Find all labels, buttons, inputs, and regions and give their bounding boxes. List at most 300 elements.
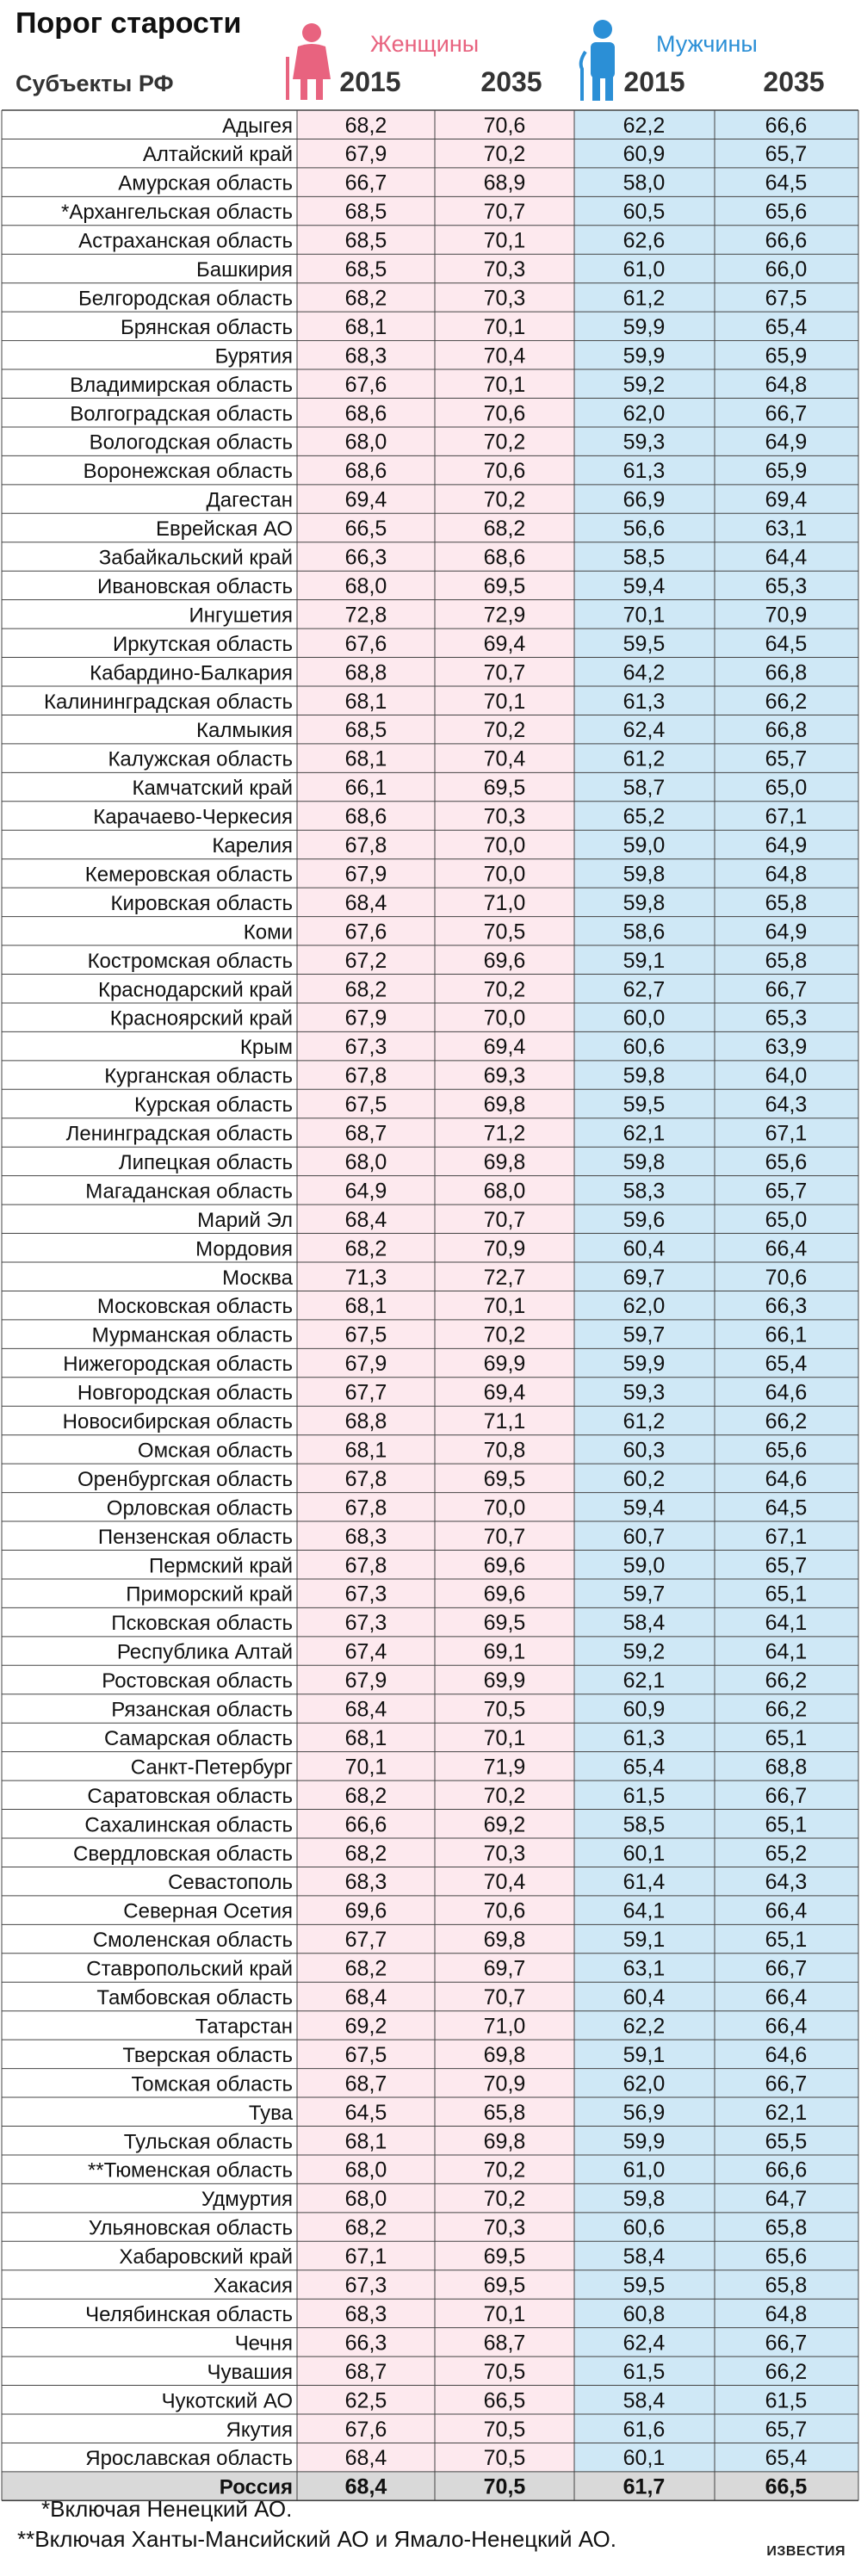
cell-value: 69,8 [483, 1093, 526, 1118]
region-name: Башкирия [195, 258, 293, 282]
page-subtitle: Субъекты РФ [15, 71, 174, 96]
cell-value: 65,5 [765, 2129, 808, 2154]
cell-value: 59,2 [623, 1639, 666, 1664]
cell-value: 68,6 [344, 401, 387, 426]
region-name: Приморский край [126, 1582, 293, 1607]
region-name: Красноярский край [109, 1006, 293, 1031]
cell-value: 70,7 [483, 1524, 526, 1549]
cell-value: 66,5 [344, 517, 387, 542]
cell-value: 70,4 [483, 1870, 526, 1895]
cell-value: 67,9 [344, 1669, 387, 1694]
cell-value: 61,5 [623, 2359, 666, 2384]
cell-value: 68,2 [344, 1236, 387, 1261]
cell-value: 59,1 [623, 948, 666, 973]
cell-value: 65,6 [765, 1149, 808, 1174]
cell-value: 68,5 [344, 228, 387, 253]
cell-value: 59,4 [623, 573, 666, 598]
cell-value: 67,8 [344, 1063, 387, 1088]
cell-value: 69,7 [483, 1956, 526, 1981]
cell-value: 68,1 [344, 1294, 387, 1319]
total-row-value: 61,7 [623, 2474, 666, 2499]
cell-value: 60,7 [623, 1524, 666, 1549]
page-title: Порог старости [15, 7, 242, 40]
cell-value: 69,6 [483, 948, 526, 973]
cell-value: 68,2 [344, 286, 387, 311]
cell-value: 64,6 [765, 1380, 808, 1405]
cell-value: 64,1 [623, 1898, 666, 1923]
region-name: Северная Осетия [123, 1899, 293, 1923]
region-name: Чечня [234, 2331, 293, 2356]
cell-value: 67,3 [344, 1035, 387, 1060]
cell-value: 66,2 [765, 1669, 808, 1694]
cell-value: 70,5 [483, 2359, 526, 2384]
cell-value: 71,0 [483, 890, 526, 915]
cell-value: 67,7 [344, 1380, 387, 1405]
cell-value: 67,6 [344, 920, 387, 944]
cell-value: 67,5 [344, 1093, 387, 1118]
region-name: Тува [248, 2101, 293, 2125]
cell-value: 65,2 [765, 1841, 808, 1866]
cell-value: 67,5 [344, 2042, 387, 2067]
region-name: Якутия [226, 2418, 293, 2442]
footnote-2: **Включая Ханты-Мансийский АО и Ямало-Ненецкий АО. [17, 2526, 616, 2552]
cell-value: 59,3 [623, 430, 666, 455]
cell-value: 70,2 [483, 142, 526, 167]
region-name: Оренбургская область [77, 1467, 293, 1491]
cell-value: 69,4 [483, 631, 526, 656]
cell-value: 68,6 [344, 804, 387, 829]
cell-value: 59,6 [623, 1207, 666, 1232]
cell-value: 70,5 [483, 2417, 526, 2442]
cell-value: 59,9 [623, 314, 666, 339]
cell-value: 59,1 [623, 1928, 666, 1953]
cell-value: 64,9 [765, 833, 808, 858]
cell-value: 66,7 [765, 1956, 808, 1981]
cell-value: 70,0 [483, 862, 526, 887]
cell-value: 72,7 [483, 1265, 526, 1290]
cell-value: 69,5 [483, 2273, 526, 2298]
cell-value: 61,2 [623, 746, 666, 771]
man-icon-leg [605, 77, 613, 101]
cell-value: 63,9 [765, 1035, 808, 1060]
cell-value: 68,3 [344, 344, 387, 368]
cell-value: 68,7 [344, 1121, 387, 1146]
cell-value: 66,6 [344, 1812, 387, 1837]
cell-value: 70,3 [483, 1841, 526, 1866]
cell-value: 69,5 [483, 1466, 526, 1491]
cell-value: 58,0 [623, 170, 666, 195]
year-header-3: 2035 [763, 66, 825, 97]
cell-value: 69,9 [483, 1352, 526, 1377]
cell-value: 64,3 [765, 1870, 808, 1895]
woman-icon-leg [316, 77, 323, 100]
cell-value: 68,3 [344, 1870, 387, 1895]
cell-value: 62,1 [623, 1121, 666, 1146]
cell-value: 56,6 [623, 517, 666, 542]
cell-value: 60,6 [623, 1035, 666, 1060]
cell-value: 70,1 [483, 689, 526, 714]
cell-value: 64,7 [765, 2187, 808, 2212]
cell-value: 69,8 [483, 1928, 526, 1953]
cell-value: 65,4 [765, 314, 808, 339]
cell-value: 65,8 [483, 2100, 526, 2125]
region-name: Ивановская область [96, 574, 293, 598]
year-header-2: 2015 [623, 66, 685, 97]
cell-value: 70,6 [765, 1265, 808, 1290]
region-name: Ставропольский край [86, 1957, 293, 1981]
cell-value: 66,3 [344, 2331, 387, 2356]
woman-icon-head [302, 23, 321, 42]
man-icon-head [593, 20, 612, 39]
cell-value: 59,7 [623, 1582, 666, 1607]
women-label: Женщины [370, 31, 480, 57]
cell-value: 69,4 [483, 1035, 526, 1060]
region-name: Московская область [96, 1295, 293, 1319]
cell-value: 67,8 [344, 833, 387, 858]
region-name: Кировская область [110, 891, 293, 915]
cell-value: 66,6 [765, 113, 808, 138]
cell-value: 60,1 [623, 1841, 666, 1866]
woman-icon-body [293, 44, 331, 79]
cell-value: 60,9 [623, 142, 666, 167]
cell-value: 67,1 [765, 1121, 808, 1146]
region-name: Дагестан [206, 488, 293, 512]
cell-value: 68,0 [483, 1179, 526, 1204]
region-name: Новгородская область [77, 1381, 293, 1405]
cell-value: 65,0 [765, 776, 808, 801]
cell-value: 68,9 [483, 170, 526, 195]
cell-value: 70,2 [483, 1322, 526, 1347]
cell-value: 65,7 [765, 142, 808, 167]
cell-value: 70,2 [483, 430, 526, 455]
cell-value: 66,2 [765, 689, 808, 714]
cell-value: 65,4 [623, 1755, 666, 1780]
cell-value: 68,0 [344, 1149, 387, 1174]
cell-value: 65,8 [765, 2273, 808, 2298]
cell-value: 68,4 [344, 1207, 387, 1232]
cell-value: 58,6 [623, 920, 666, 944]
region-name: Курганская область [104, 1064, 293, 1088]
region-name: Мурманская область [91, 1323, 293, 1347]
region-name: Пензенская область [97, 1525, 293, 1549]
cell-value: 68,2 [344, 1841, 387, 1866]
cell-value: 62,1 [765, 2100, 808, 2125]
cell-value: 70,2 [483, 2158, 526, 2183]
cell-value: 68,2 [344, 1783, 387, 1808]
region-name: Москва [222, 1266, 293, 1290]
cell-value: 69,2 [483, 1812, 526, 1837]
cell-value: 67,6 [344, 372, 387, 397]
cell-value: 70,5 [483, 2446, 526, 2471]
cell-value: 62,2 [623, 2014, 666, 2039]
cell-value: 70,3 [483, 804, 526, 829]
cell-value: 66,7 [765, 1783, 808, 1808]
region-name: Астраханская область [78, 229, 293, 253]
cell-value: 65,4 [765, 1352, 808, 1377]
cell-value: 66,7 [765, 2331, 808, 2356]
cell-value: 60,3 [623, 1438, 666, 1463]
region-name: Удмуртия [201, 2188, 293, 2212]
cell-value: 64,4 [765, 545, 808, 570]
cell-value: 64,6 [765, 2042, 808, 2067]
cell-value: 68,4 [344, 890, 387, 915]
region-name: Владимирская область [70, 373, 293, 397]
cell-value: 66,2 [765, 1409, 808, 1434]
cell-value: 70,2 [483, 718, 526, 743]
total-row-value: 70,5 [483, 2474, 526, 2499]
cell-value: 67,6 [344, 2417, 387, 2442]
cell-value: 67,3 [344, 1611, 387, 1636]
region-name: Ульяновская область [88, 2216, 293, 2240]
region-name: Краснодарский край [97, 978, 293, 1002]
cell-value: 69,4 [765, 487, 808, 512]
man-icon-cane [581, 52, 585, 101]
cell-value: 64,5 [344, 2100, 387, 2125]
cell-value: 71,3 [344, 1265, 387, 1290]
cell-value: 69,5 [483, 776, 526, 801]
cell-value: 68,5 [344, 200, 387, 225]
region-name: **Тюменская область [87, 2158, 293, 2183]
cell-value: 67,5 [344, 1322, 387, 1347]
cell-value: 66,8 [765, 718, 808, 743]
cell-value: 71,2 [483, 1121, 526, 1146]
cell-value: 66,0 [765, 257, 808, 282]
men-label: Мужчины [656, 31, 758, 57]
cell-value: 69,5 [483, 2245, 526, 2269]
cell-value: 58,5 [623, 545, 666, 570]
region-name: Хакасия [213, 2274, 293, 2298]
region-name: Мордовия [195, 1237, 293, 1261]
cell-value: 70,6 [483, 113, 526, 138]
cell-value: 67,9 [344, 1352, 387, 1377]
cell-value: 67,2 [344, 948, 387, 973]
cell-value: 65,0 [765, 1207, 808, 1232]
cell-value: 59,5 [623, 2273, 666, 2298]
year-header-0: 2015 [339, 66, 401, 97]
cell-value: 61,2 [623, 286, 666, 311]
cell-value: 67,1 [765, 804, 808, 829]
region-name: Бурятия [214, 344, 293, 368]
region-name: Челябинская область [85, 2302, 293, 2326]
cell-value: 71,0 [483, 2014, 526, 2039]
cell-value: 64,1 [765, 1639, 808, 1664]
cell-value: 65,4 [765, 2446, 808, 2471]
cell-value: 67,8 [344, 1466, 387, 1491]
region-name: Саратовская область [87, 1784, 293, 1808]
cell-value: 66,1 [344, 776, 387, 801]
cell-value: 68,0 [344, 573, 387, 598]
cell-value: 66,7 [765, 401, 808, 426]
cell-value: 70,1 [483, 1294, 526, 1319]
cell-value: 69,1 [483, 1639, 526, 1664]
cell-value: 68,1 [344, 689, 387, 714]
cell-value: 62,1 [623, 1669, 666, 1694]
cell-value: 71,1 [483, 1409, 526, 1434]
cell-value: 65,2 [623, 804, 666, 829]
region-name: Нижегородская область [63, 1353, 293, 1377]
region-name: Калининградская область [43, 690, 293, 714]
cell-value: 66,1 [765, 1322, 808, 1347]
cell-value: 70,7 [483, 1985, 526, 2010]
cell-value: 66,2 [765, 1697, 808, 1722]
cell-value: 65,3 [765, 573, 808, 598]
cell-value: 70,6 [483, 1898, 526, 1923]
cell-value: 68,4 [344, 2446, 387, 2471]
region-name: Ингушетия [189, 604, 293, 628]
cell-value: 67,5 [765, 286, 808, 311]
region-name: Пермский край [148, 1554, 293, 1578]
cell-value: 70,2 [483, 487, 526, 512]
cell-value: 68,6 [483, 545, 526, 570]
cell-value: 62,5 [344, 2388, 387, 2413]
cell-value: 72,8 [344, 603, 387, 628]
region-name: Магаданская область [85, 1180, 293, 1204]
cell-value: 60,4 [623, 1236, 666, 1261]
cell-value: 68,6 [344, 459, 387, 484]
cell-value: 64,9 [765, 920, 808, 944]
region-name: Кемеровская область [84, 863, 293, 887]
cell-value: 65,3 [765, 1006, 808, 1031]
cell-value: 67,8 [344, 1495, 387, 1520]
cell-value: 70,3 [483, 257, 526, 282]
cell-value: 67,7 [344, 1928, 387, 1953]
region-name: Тверская область [122, 2043, 293, 2067]
cell-value: 61,2 [623, 1409, 666, 1434]
cell-value: 68,0 [344, 2158, 387, 2183]
region-name: Рязанская область [111, 1698, 293, 1722]
year-header-1: 2035 [480, 66, 542, 97]
cell-value: 64,9 [344, 1179, 387, 1204]
cell-value: 60,6 [623, 2215, 666, 2240]
cell-value: 65,7 [765, 746, 808, 771]
cell-value: 68,1 [344, 746, 387, 771]
cell-value: 62,0 [623, 2071, 666, 2096]
cell-value: 59,8 [623, 1149, 666, 1174]
region-name: Чувашия [207, 2360, 293, 2384]
cell-value: 65,9 [765, 459, 808, 484]
cell-value: 64,5 [765, 631, 808, 656]
cell-value: 68,5 [344, 718, 387, 743]
region-name: Ярославская область [85, 2447, 293, 2471]
cell-value: 69,9 [483, 1669, 526, 1694]
cell-value: 64,9 [765, 430, 808, 455]
region-name: Кабардино-Балкария [90, 661, 293, 685]
region-name: Свердловская область [73, 1842, 293, 1866]
region-name: Томская область [131, 2072, 293, 2096]
region-name: Адыгея [222, 114, 293, 138]
region-name: Алтайский край [142, 143, 293, 167]
cell-value: 70,0 [483, 833, 526, 858]
cell-value: 58,7 [623, 776, 666, 801]
cell-value: 59,8 [623, 862, 666, 887]
cell-value: 62,2 [623, 113, 666, 138]
region-name: Хабаровский край [119, 2245, 293, 2269]
cell-value: 67,4 [344, 1639, 387, 1664]
cell-value: 65,1 [765, 1725, 808, 1750]
cell-value: 70,2 [483, 1783, 526, 1808]
region-name: Смоленская область [92, 1929, 293, 1953]
cell-value: 68,2 [344, 113, 387, 138]
cell-value: 65,1 [765, 1812, 808, 1837]
cell-value: 66,2 [765, 2359, 808, 2384]
cell-value: 61,4 [623, 1870, 666, 1895]
region-name: Коми [243, 920, 293, 944]
cell-value: 71,9 [483, 1755, 526, 1780]
cell-value: 70,3 [483, 286, 526, 311]
cell-value: 61,3 [623, 1725, 666, 1750]
cell-value: 69,6 [344, 1898, 387, 1923]
cell-value: 58,4 [623, 2388, 666, 2413]
cell-value: 56,9 [623, 2100, 666, 2125]
region-name: Забайкальский край [98, 546, 293, 570]
cell-value: 65,8 [765, 948, 808, 973]
footnote-1: *Включая Ненецкий АО. [41, 2496, 293, 2522]
cell-value: 60,2 [623, 1466, 666, 1491]
region-name: Еврейская АО [155, 517, 293, 542]
cell-value: 64,5 [765, 170, 808, 195]
cell-value: 67,1 [765, 1524, 808, 1549]
cell-value: 72,9 [483, 603, 526, 628]
cell-value: 61,6 [623, 2417, 666, 2442]
cell-value: 59,5 [623, 1093, 666, 1118]
cell-value: 70,4 [483, 746, 526, 771]
cell-value: 68,3 [344, 2301, 387, 2326]
cell-value: 64,2 [623, 660, 666, 685]
cell-value: 69,3 [483, 1063, 526, 1088]
cell-value: 70,3 [483, 2215, 526, 2240]
cell-value: 69,4 [483, 1380, 526, 1405]
cell-value: 68,4 [344, 1985, 387, 2010]
cell-value: 69,4 [344, 487, 387, 512]
cell-value: 68,7 [344, 2071, 387, 2096]
region-name: Амурская область [118, 171, 293, 195]
cell-value: 59,7 [623, 1322, 666, 1347]
cell-value: 68,2 [344, 1956, 387, 1981]
cell-value: 66,8 [765, 660, 808, 685]
cell-value: 70,4 [483, 344, 526, 368]
cell-value: 59,8 [623, 2187, 666, 2212]
cell-value: 68,8 [765, 1755, 808, 1780]
cell-value: 68,7 [483, 2331, 526, 2356]
total-row-value: 68,4 [344, 2474, 387, 2499]
cell-value: 64,3 [765, 1093, 808, 1118]
cell-value: 66,5 [483, 2388, 526, 2413]
cell-value: 65,6 [765, 200, 808, 225]
cell-value: 61,0 [623, 2158, 666, 2183]
cell-value: 70,0 [483, 1006, 526, 1031]
cell-value: 67,8 [344, 1553, 387, 1578]
cell-value: 62,4 [623, 2331, 666, 2356]
region-name: Санкт-Петербург [130, 1756, 293, 1780]
cell-value: 68,0 [344, 430, 387, 455]
cell-value: 65,7 [765, 1553, 808, 1578]
cell-value: 69,8 [483, 2042, 526, 2067]
region-name: Карачаево-Черкесия [93, 805, 293, 829]
cell-value: 67,9 [344, 142, 387, 167]
cell-value: 60,5 [623, 200, 666, 225]
cell-value: 67,6 [344, 631, 387, 656]
cell-value: 70,1 [483, 1725, 526, 1750]
region-name: Волгоградская область [70, 402, 293, 426]
cell-value: 65,9 [765, 344, 808, 368]
region-name: Тульская область [123, 2130, 293, 2154]
region-name: Крым [239, 1036, 293, 1060]
cell-value: 59,1 [623, 2042, 666, 2067]
cell-value: 65,6 [765, 2245, 808, 2269]
cell-value: 68,8 [344, 1409, 387, 1434]
cell-value: 58,3 [623, 1179, 666, 1204]
cell-value: 68,2 [344, 2215, 387, 2240]
